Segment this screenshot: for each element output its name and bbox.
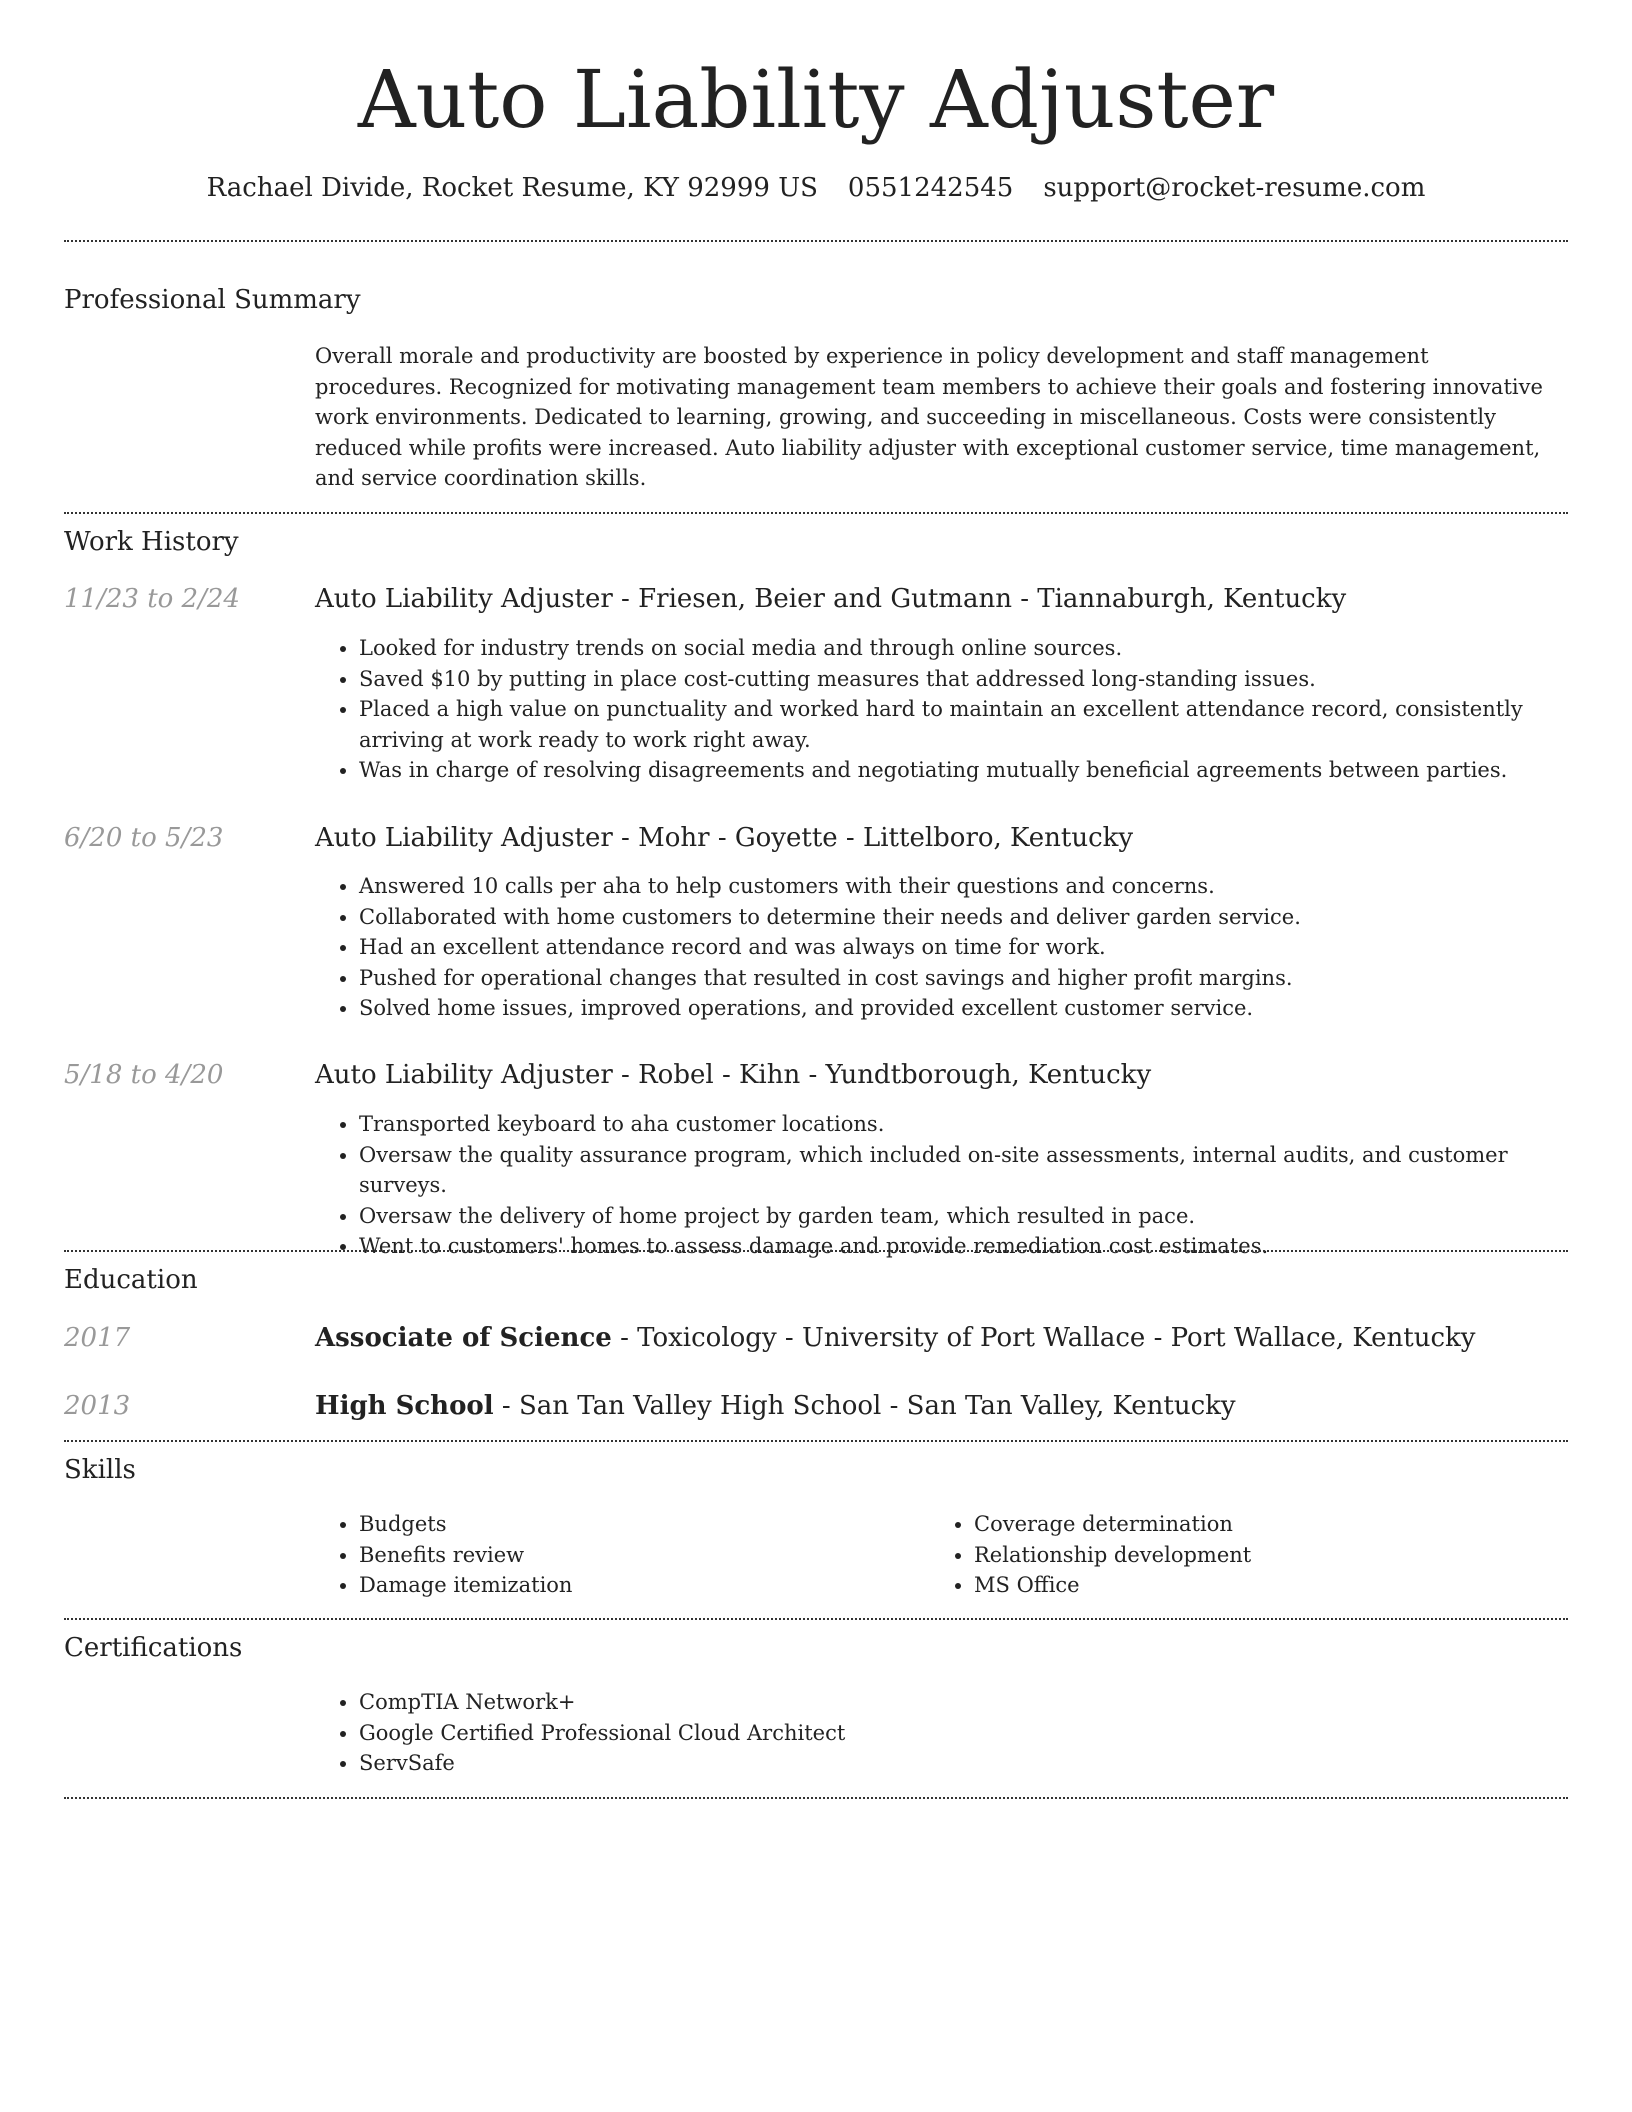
job-bullet: • Went to customers' homes to assess damage and provide remediation cost estimates. [359, 1231, 1571, 1262]
job-bullet: • Looked for industry trends on social media and through online sources. [359, 633, 1571, 664]
certification-item: • ServSafe [359, 1748, 1571, 1779]
education-degree: High School [315, 1391, 494, 1421]
skill-item: • Budgets [359, 1509, 919, 1540]
contact-phone: 0551242545 [847, 173, 1014, 203]
certifications-heading: Certifications [64, 1633, 243, 1663]
contact-line [64, 170, 1568, 206]
skills-list-right [930, 1509, 1534, 1601]
section-divider [64, 240, 1568, 242]
resume-page [64, 0, 1568, 2112]
education-degree: Associate of Science [315, 1323, 612, 1353]
summary-text: Overall morale and productivity are boosted by experience in policy development and staff management procedures. Recognized for motivating management team members to achieve their goals and fostering innovative work environments. Dedicated to learning, growing, and succeeding in miscellaneous. Costs were consistently reduced while profits were increased. Auto liability adjuster with exceptional customer service, time management, and service coordination skills. [315, 344, 1543, 490]
education-entry [315, 1320, 1475, 1356]
skill-item: • Relationship development [974, 1540, 1534, 1571]
skill-item: • Damage itemization [359, 1570, 919, 1601]
section-divider [64, 1618, 1568, 1620]
job-bullet: • Transported keyboard to aha customer locations. [359, 1109, 1571, 1140]
education-details: - Toxicology - University of Port Wallace - Port Wallace, Kentucky [611, 1323, 1476, 1353]
education-heading: Education [64, 1265, 198, 1295]
skills-heading: Skills [64, 1455, 136, 1485]
job-bullet: • Answered 10 calls per aha to help customers with their questions and concerns. [359, 871, 1571, 902]
skill-item: • Coverage determination [974, 1509, 1534, 1540]
certification-item: • Google Certified Professional Cloud Architect [359, 1718, 1571, 1749]
job-bullet: • Oversaw the delivery of home project by garden team, which resulted in pace. [359, 1201, 1571, 1232]
job-dates: 6/20 to 5/23 [64, 823, 224, 853]
job-bullets [315, 1109, 1571, 1262]
job-bullets [315, 871, 1571, 1024]
skill-item: • MS Office [974, 1570, 1534, 1601]
job-title: Auto Liability Adjuster - Robel - Kihn - Yundtborough, Kentucky [315, 1060, 1152, 1090]
job-title: Auto Liability Adjuster - Mohr - Goyette - Littelboro, Kentucky [315, 823, 1134, 853]
resume-title: Auto Liability Adjuster [357, 53, 1275, 146]
certifications-list [315, 1687, 1571, 1779]
contact-email: support@rocket-resume.com [1043, 173, 1426, 203]
certification-item: • CompTIA Network+ [359, 1687, 1571, 1718]
job-bullet: • Oversaw the quality assurance program, which included on-site assessments, internal audits, and customer surveys. [359, 1140, 1571, 1201]
contact-address: Rachael Divide, Rocket Resume, KY 92999 US [206, 173, 818, 203]
section-divider [64, 1440, 1568, 1442]
section-divider [64, 1250, 1568, 1252]
section-divider [64, 512, 1568, 514]
job-bullet: • Was in charge of resolving disagreements and negotiating mutually beneficial agreements between parties. [359, 755, 1571, 786]
job-bullet: • Solved home issues, improved operations, and provided excellent customer service. [359, 993, 1571, 1024]
education-entry [315, 1388, 1236, 1424]
job-bullet: • Pushed for operational changes that resulted in cost savings and higher profit margins. [359, 963, 1571, 994]
job-dates: 5/18 to 4/20 [64, 1060, 224, 1090]
section-divider [64, 1797, 1568, 1799]
summary-heading: Professional Summary [64, 285, 361, 315]
job-bullet: • Placed a high value on punctuality and worked hard to maintain an excellent attendance record, consistently arriving at work ready to work right away. [359, 694, 1571, 755]
job-bullets [315, 633, 1571, 786]
job-title: Auto Liability Adjuster - Friesen, Beier and Gutmann - Tiannaburgh, Kentucky [315, 584, 1347, 614]
education-year: 2017 [64, 1323, 131, 1353]
job-bullet: • Saved $10 by putting in place cost-cutting measures that addressed long-standing issues. [359, 664, 1571, 695]
work-history-heading: Work History [64, 527, 239, 557]
education-year: 2013 [64, 1391, 131, 1421]
job-bullet: • Had an excellent attendance record and was always on time for work. [359, 932, 1571, 963]
job-bullet: • Collaborated with home customers to determine their needs and deliver garden service. [359, 902, 1571, 933]
job-dates: 11/23 to 2/24 [64, 584, 240, 614]
skill-item: • Benefits review [359, 1540, 919, 1571]
education-details: - San Tan Valley High School - San Tan Valley, Kentucky [493, 1391, 1236, 1421]
skills-list-left [315, 1509, 919, 1601]
